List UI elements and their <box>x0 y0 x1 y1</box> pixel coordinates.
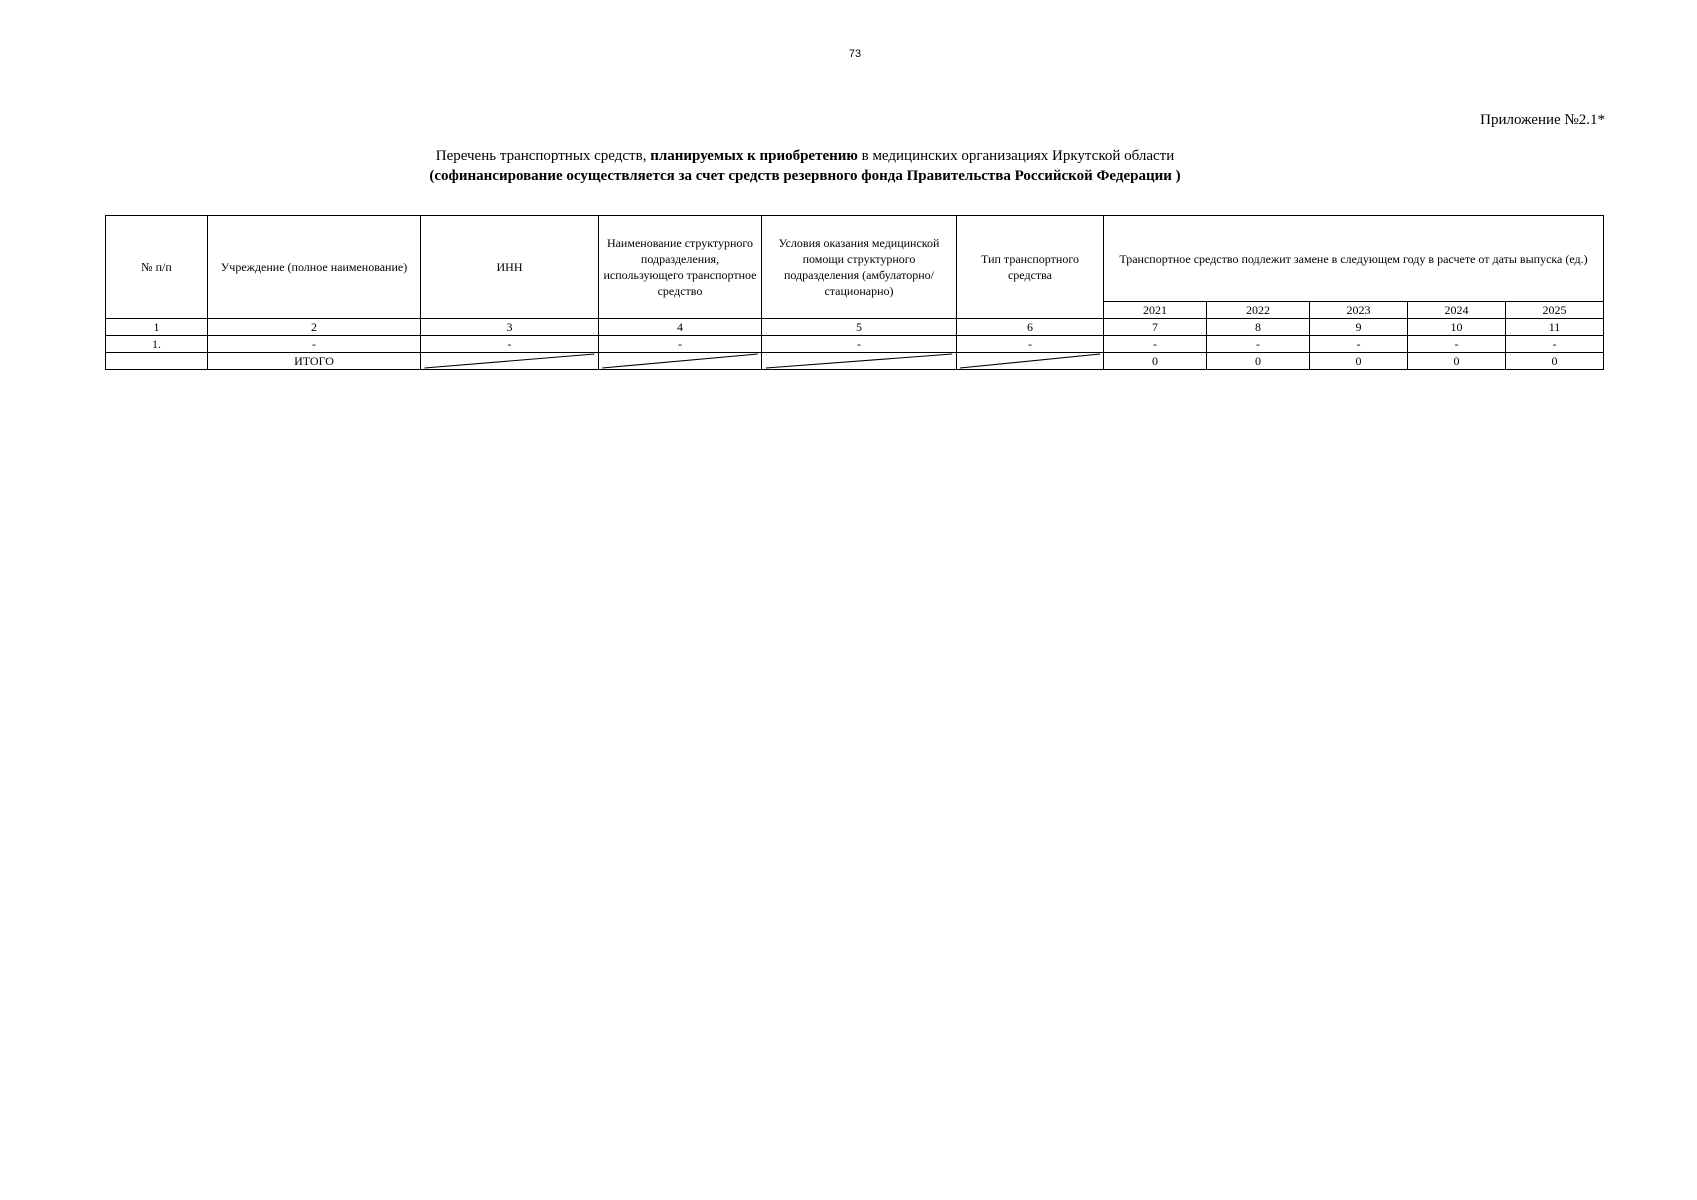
header-conditions: Условия оказания медицинской помощи структурного подразделения (амбулаторно/стационарно) <box>762 216 957 319</box>
total-empty-cell <box>106 353 208 370</box>
header-row <box>106 216 1604 302</box>
header-vehicle-type: Тип транспортного средства <box>957 216 1104 319</box>
header-year: 2025 <box>1506 302 1604 319</box>
column-number: 2 <box>208 319 421 336</box>
diagonal-line-icon <box>762 353 956 369</box>
header-replacement: Транспортное средство подлежит замене в следующем году в расчете от даты выпуска (ед.) <box>1104 216 1604 302</box>
diagonal-line-icon <box>421 353 598 369</box>
table-cell: - <box>599 336 762 353</box>
table-cell: - <box>1506 336 1604 353</box>
column-number: 1 <box>106 319 208 336</box>
column-number: 6 <box>957 319 1104 336</box>
title-line-2 <box>0 166 1610 186</box>
column-number: 5 <box>762 319 957 336</box>
header-year: 2022 <box>1207 302 1310 319</box>
crossed-out-cell <box>421 353 599 370</box>
header-num: № п/п <box>106 216 208 319</box>
crossed-out-cell <box>762 353 957 370</box>
column-number: 4 <box>599 319 762 336</box>
total-row <box>106 353 1604 370</box>
table-cell: - <box>1310 336 1408 353</box>
table-cell: 1. <box>106 336 208 353</box>
total-label: ИТОГО <box>208 353 421 370</box>
appendix-label: Приложение №2.1* <box>1480 112 1605 128</box>
header-year: 2024 <box>1408 302 1506 319</box>
diagonal-line-icon <box>957 353 1103 369</box>
table-cell: - <box>208 336 421 353</box>
table-cell: - <box>762 336 957 353</box>
total-value: 0 <box>1408 353 1506 370</box>
table-cell: - <box>421 336 599 353</box>
total-value: 0 <box>1506 353 1604 370</box>
title-suffix: в медицинских организациях Иркутской области <box>857 148 1175 164</box>
title-line-1 <box>0 146 1610 166</box>
title-bold: планируемых к приобретению <box>650 148 858 164</box>
header-year: 2021 <box>1104 302 1207 319</box>
total-value: 0 <box>1207 353 1310 370</box>
table-cell: - <box>957 336 1104 353</box>
header-institution: Учреждение (полное наименование) <box>208 216 421 319</box>
column-number: 7 <box>1104 319 1207 336</box>
column-number: 10 <box>1408 319 1506 336</box>
title-prefix: Перечень транспортных средств, <box>435 148 651 164</box>
table-cell: - <box>1104 336 1207 353</box>
total-value: 0 <box>1104 353 1207 370</box>
title-line-2-text: (софинансирование осуществляется за счет средств резервного фонда Правительства Российской Федерации ) <box>429 168 1181 184</box>
vehicles-table <box>105 215 1604 370</box>
page-number: 73 <box>848 48 862 60</box>
column-numbers-row <box>106 319 1604 336</box>
crossed-out-cell <box>957 353 1104 370</box>
document-title <box>0 146 1610 186</box>
crossed-out-cell <box>599 353 762 370</box>
table-cell: - <box>1408 336 1506 353</box>
column-number: 3 <box>421 319 599 336</box>
column-number: 9 <box>1310 319 1408 336</box>
header-year: 2023 <box>1310 302 1408 319</box>
diagonal-line-icon <box>599 353 761 369</box>
total-value: 0 <box>1310 353 1408 370</box>
column-number: 11 <box>1506 319 1604 336</box>
table-cell: - <box>1207 336 1310 353</box>
header-inn: ИНН <box>421 216 599 319</box>
table-row <box>106 336 1604 353</box>
column-number: 8 <box>1207 319 1310 336</box>
header-subdivision: Наименование структурного подразделения, использующего транспортное средство <box>599 216 762 319</box>
